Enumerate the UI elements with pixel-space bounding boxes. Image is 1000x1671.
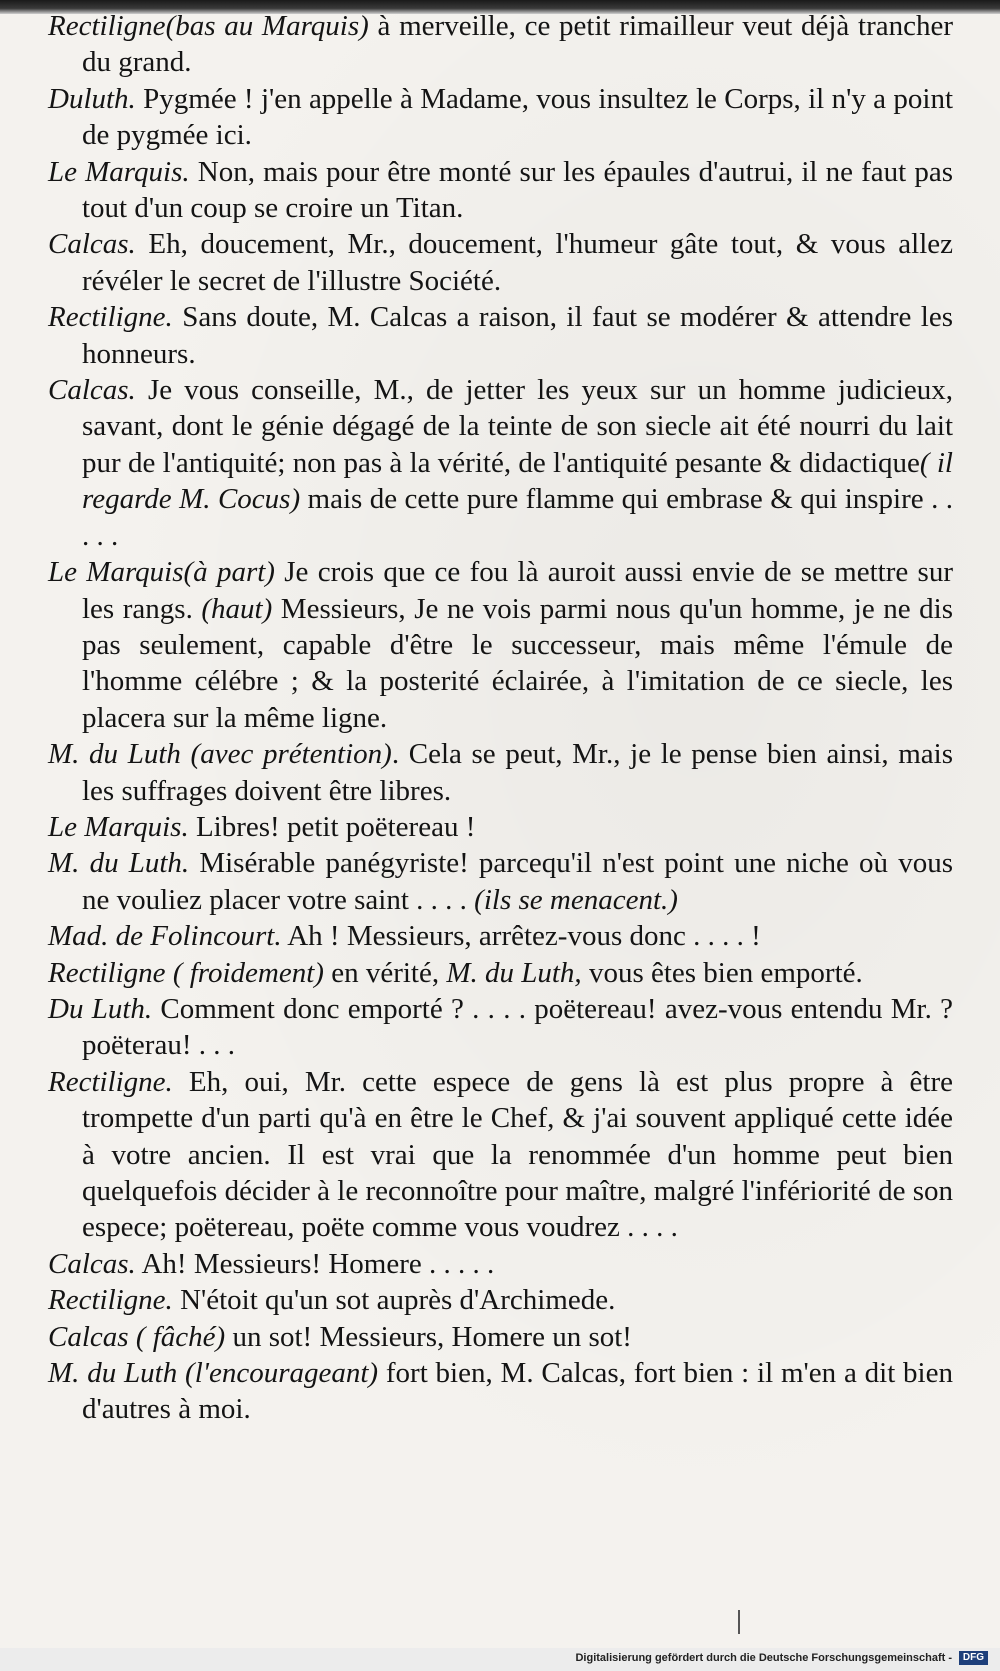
- dialogue-line: [48, 1064, 953, 1246]
- stage-direction: (à part): [183, 556, 275, 589]
- line-text: Comment donc emporté ? . . . . poëtereau! avez-vous entendu Mr. ? poëterau! . . .: [82, 992, 953, 1062]
- speaker-name: Duluth.: [48, 82, 136, 115]
- line-text: vous êtes bien emporté.: [581, 956, 863, 989]
- stage-direction: ( froidement): [165, 956, 324, 989]
- stage-direction: (avec prétention): [180, 738, 392, 771]
- digitization-credit: Digitalisierung gefördert durch die Deutsche Forschungsgemeinschaft -: [575, 1652, 952, 1664]
- speaker-name: Calcas: [48, 1320, 129, 1353]
- line-text: Pygmée ! j'en appelle à Madame, vous insultez le Corps, il n'y a point de pygmée ici.: [82, 82, 953, 152]
- dialogue-line: [48, 736, 953, 809]
- line-text: Je vous conseille, M., de jetter les yeux sur un homme judicieux, savant, dont le génie dégagé de la teinte de son siecle ait été nourri du lait pur de l'antiquité; non pas à la vérité, de l'antiquité pesante & didactique: [82, 374, 953, 479]
- speaker-name: Rectiligne: [48, 10, 166, 42]
- stage-direction: M. du Luth,: [439, 956, 582, 989]
- dialogue-line: [48, 1319, 953, 1355]
- line-text: Eh, doucement, Mr., doucement, l'humeur gâte tout, & vous allez révéler le secret de l'illustre Société.: [82, 228, 953, 297]
- speaker-name: Rectiligne.: [48, 301, 173, 334]
- dialogue-line: [48, 554, 953, 736]
- dfg-logo: DFG: [959, 1651, 988, 1665]
- speaker-name: M. du Luth.: [48, 847, 190, 880]
- line-text: Misérable panégyriste! parcequ'il n'est point une niche où vous ne vouliez placer votre saint . . . .: [82, 847, 954, 916]
- dialogue-line: [48, 154, 953, 227]
- dialogue-line: [48, 81, 953, 154]
- dialogue-line: [48, 955, 953, 991]
- speaker-name: Calcas.: [48, 228, 136, 261]
- print-mark: [738, 1610, 740, 1634]
- line-text: Messieurs, Je ne vois parmi nous qu'un homme, je ne dis pas seulement, capable d'être le successeur, mais même l'émule de l'homme célébre ; & la posterité éclairée, à l'imitation de ce siecle, les placera sur la même ligne.: [82, 592, 953, 734]
- line-text: Je crois que ce fou là auroit aussi envie de se mettre sur les rangs.: [82, 556, 953, 625]
- stage-direction: (bas au Marquis): [165, 10, 369, 42]
- dialogue-text: [48, 8, 953, 1428]
- dialogue-line: [48, 991, 953, 1064]
- speaker-name: Du Luth.: [48, 992, 153, 1025]
- dialogue-line: [48, 8, 953, 81]
- speaker-name: M. du Luth: [48, 1357, 178, 1390]
- stage-direction: (l'encourageant): [177, 1357, 379, 1390]
- line-text: fort bien, M. Calcas, fort bien : il m'en a dit bien d'autres à moi.: [82, 1357, 953, 1426]
- speaker-name: Le Marquis: [48, 556, 184, 589]
- line-text: Eh, oui, Mr. cette espece de gens là est plus propre à être trompette d'un parti qu'à en être le Chef, & j'ai souvent appliqué cette idée à votre ancien. Il est vrai que la renommée d'un homme peut bien quelquefois décider à le reconnoître pour maître, malgré l'infériorité de son espece; poëtereau, poëte comme vous voudrez . . . .: [82, 1065, 953, 1244]
- line-text: Ah! Messieurs! Homere . . . . .: [135, 1247, 495, 1280]
- dialogue-line: [48, 918, 953, 954]
- dialogue-line: [48, 845, 953, 918]
- line-text: Ah ! Messieurs, arrêtez-vous donc . . . . !: [281, 920, 761, 953]
- dialogue-line: [48, 226, 953, 299]
- line-text: un sot! Messieurs, Homere un sot!: [225, 1320, 632, 1353]
- dialogue-line: [48, 1282, 953, 1318]
- dialogue-line: [48, 809, 953, 845]
- line-text: . Cela se peut, Mr., je le pense bien ainsi, mais les suffrages doivent être libres.: [82, 738, 953, 807]
- line-text: Non, mais pour être monté sur les épaules d'autrui, il ne faut pas tout d'un coup se croire un Titan.: [82, 155, 953, 225]
- dialogue-line: [48, 372, 953, 554]
- speaker-name: Calcas.: [48, 374, 136, 407]
- stage-direction: ( fâché): [128, 1320, 226, 1353]
- dialogue-line: [48, 1355, 953, 1428]
- speaker-name: Mad. de Folincourt.: [48, 920, 282, 953]
- line-text: en vérité,: [323, 956, 440, 989]
- dialogue-line: [48, 1246, 953, 1282]
- line-text: Libres! petit poëtereau !: [188, 810, 476, 843]
- dialogue-line: [48, 299, 953, 372]
- line-text: N'étoit qu'un sot auprès d'Archimede.: [172, 1284, 616, 1317]
- speaker-name: Le Marquis.: [48, 810, 189, 843]
- line-text: mais de cette pure flamme qui embrase & qui inspire . . . . .: [82, 483, 954, 552]
- speaker-name: Calcas.: [48, 1247, 136, 1280]
- speaker-name: Rectiligne.: [48, 1284, 173, 1317]
- line-text: Sans doute, M. Calcas a raison, il faut se modérer & attendre les honneurs.: [82, 301, 953, 370]
- speaker-name: M. du Luth: [48, 738, 181, 771]
- speaker-name: Rectiligne.: [48, 1065, 173, 1098]
- stage-direction: ( il regarde M. Cocus): [82, 446, 953, 516]
- stage-direction: (haut): [192, 592, 273, 625]
- line-text: à merveille, ce petit rimailleur veut déjà trancher du grand.: [82, 10, 954, 79]
- speaker-name: Le Marquis.: [48, 155, 190, 188]
- speaker-name: Rectiligne: [48, 956, 166, 989]
- stage-direction: (ils se menacent.): [466, 883, 678, 916]
